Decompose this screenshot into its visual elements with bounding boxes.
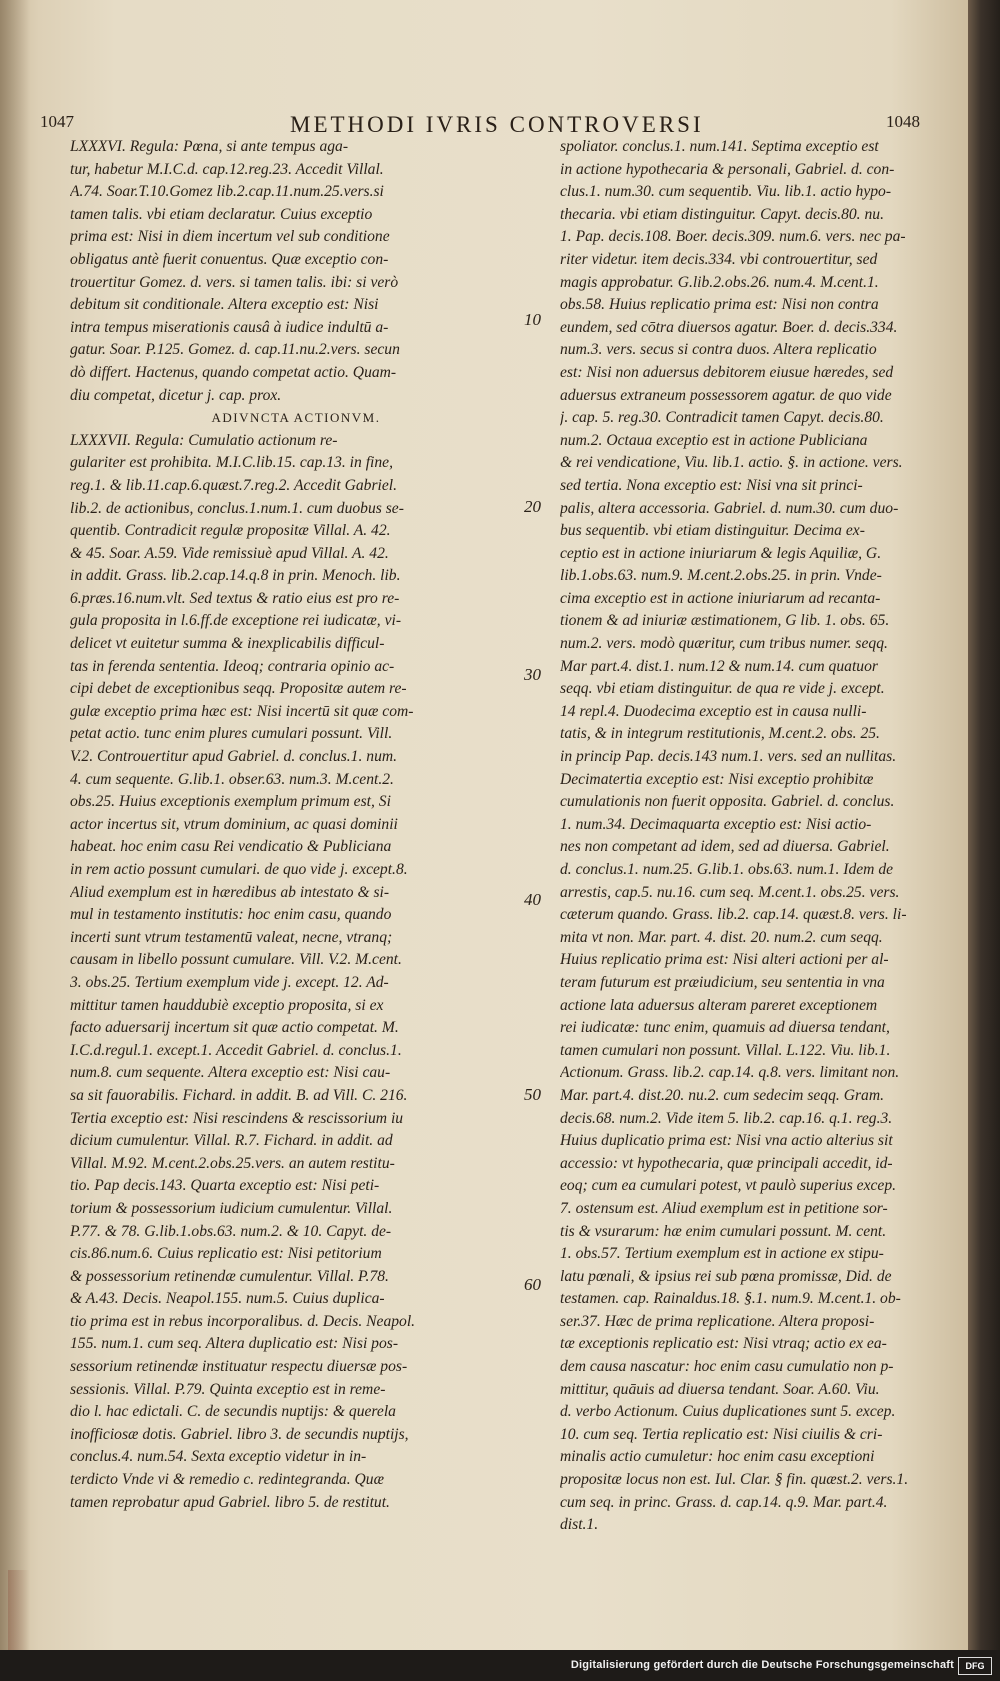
text-line: dicium cumulentur. Villal. R.7. Fichard. in addit. ad [70, 1132, 393, 1150]
text-line: & possessorium retinendæ cumulentur. Villal. P.78. [70, 1267, 389, 1285]
line-number: 40 [524, 890, 541, 909]
text-line: clus.1. num.30. cum sequentib. Viu. lib.1. actio hypo- [560, 183, 892, 201]
text-line: facto aduersarij incertum sit quæ actio competat. M. [70, 1019, 399, 1037]
text-line: tis & vsurarum: hæ enim cumulari possunt. M. cent. [560, 1222, 887, 1240]
text-line: Decimatertia exceptio est: Nisi exceptio prohibitæ [560, 770, 874, 788]
text-line: tæ exceptionis replicatio est: Nisi vtraq; actio ex ea- [560, 1335, 887, 1353]
text-line: 1. Pap. decis.108. Boer. decis.309. num.6. vers. nec pa- [560, 228, 906, 246]
text-line: spoliator. conclus.1. num.141. Septima exceptio est [560, 138, 879, 155]
text-line: LXXXVII. Regula: Cumulatio actionum re- [70, 431, 338, 449]
text-line: num.8. cum sequente. Altera exceptio est: Nisi cau- [70, 1064, 391, 1082]
text-line: diu competat, dicetur j. cap. prox. [70, 386, 282, 404]
text-line: Aliud exemplum est in hæredibus ab intestato & si- [70, 883, 390, 901]
text-line: cumulationis non fuerit opposita. Gabriel. d. conclus. [560, 793, 895, 811]
text-line: rei iudicatæ: tunc enim, quamuis ad diuersa tendant, [560, 1019, 890, 1037]
text-line: thecaria. vbi etiam distinguitur. Capyt. decis.80. nu. [560, 205, 884, 223]
text-line: mittitur, quāuis ad diuersa tendant. Soar. A.60. Viu. [560, 1380, 880, 1398]
text-line: LXXXVI. Regula: Pœna, si ante tempus aga- [70, 138, 349, 155]
text-line: tionem & ad iniuriæ æstimationem, G lib. 1. obs. 65. [560, 612, 890, 630]
text-line: j. cap. 5. reg.30. Contradicit tamen Capyt. decis.80. [560, 409, 884, 427]
text-line: 14 repl.4. Duodecima exceptio est in causa nulli- [560, 702, 867, 720]
text-line: Mar. part.4. dist.20. nu.2. cum sedecim seqq. Gram. [560, 1086, 884, 1104]
text-line: Villal. M.92. M.cent.2.obs.25.vers. an autem restitu- [70, 1154, 395, 1172]
text-line: ser.37. Hæc de prima replicatione. Altera proposi- [560, 1312, 875, 1330]
text-line: cipi debet de exceptionibus seqq. Propositæ autem re- [70, 680, 407, 698]
text-line: incerti sunt vtrum testamentū valeat, necne, vtranq; [70, 928, 393, 946]
text-line: cæterum quando. Grass. lib.2. cap.14. quæst.8. vers. li- [560, 906, 907, 924]
book-edge [968, 0, 1000, 1650]
line-number: 20 [524, 497, 541, 516]
text-line: torium & possessorium iudicium cumulentur. Villal. [70, 1199, 393, 1217]
text-line: reg.1. & lib.11.cap.6.quæst.7.reg.2. Accedit Gabriel. [70, 476, 397, 494]
text-line: dio l. hac edictali. C. de secundis nuptijs: & querela [70, 1403, 396, 1421]
running-title: METHODI IVRIS CONTROVERSI [290, 112, 704, 137]
text-line: palis, altera accessoria. Gabriel. d. num.30. cum duo- [560, 499, 899, 517]
text-line: Huius replicatio prima est: Nisi alteri actioni per al- [560, 951, 889, 969]
text-line: tur, habetur M.I.C.d. cap.12.reg.23. Accedit Villal. [70, 160, 384, 178]
text-line: & 45. Soar. A.59. Vide remissiuè apud Villal. A. 42. [70, 544, 389, 562]
page-number-right: 1048 [886, 112, 920, 131]
text-line: cum seq. in princ. Grass. d. cap.14. q.9. Mar. part.4. [560, 1493, 888, 1511]
text-line: bus sequentib. vbi etiam distinguitur. Decima ex- [560, 522, 865, 540]
text-line: 7. ostensum est. Aliud exemplum est in petitione sor- [560, 1199, 888, 1217]
text-line: obs.58. Huius replicatio prima est: Nisi non contra [560, 296, 879, 314]
text-line: cis.86.num.6. Cuius replicatio est: Nisi petitorium [70, 1245, 382, 1263]
text-line: num.3. vers. secus si contra duos. Altera replicatio [560, 341, 877, 359]
text-line: in actione hypothecaria & personali, Gabriel. d. con- [560, 160, 895, 178]
text-line: teram futurum est præiudicium, seu sententia in vna [560, 973, 885, 991]
text-line: dist.1. [560, 1516, 599, 1534]
text-line: 1. num.34. Decimaquarta exceptio est: Nisi actio- [560, 815, 872, 833]
text-line: 10. cum seq. Tertia replicatio est: Nisi ciuilis & cri- [560, 1425, 883, 1443]
text-line: gula proposita in l.6.ff.de exceptione rei iudicatæ, vi- [70, 612, 402, 630]
text-line: arrestis, cap.5. nu.16. cum seq. M.cent.1. obs.25. vers. [560, 883, 900, 901]
text-line: in rem actio possunt cumulari. de quo vide j. except.8. [70, 861, 408, 878]
text-line: tamen talis. vbi etiam declaratur. Cuius exceptio [70, 205, 373, 223]
text-line: in addit. Grass. lib.2.cap.14.q.8 in prin. Menoch. lib. [70, 567, 401, 585]
text-line: 3. obs.25. Tertium exemplum vide j. except. 12. Ad- [70, 973, 389, 991]
text-line: sed tertia. Nona exceptio est: Nisi vna sit princi- [560, 476, 863, 494]
dfg-logo: DFG [958, 1657, 992, 1675]
text-line: Mar part.4. dist.1. num.12 & num.14. cum quatuor [560, 657, 878, 675]
text-line: est: Nisi non aduersus debitorem eiusue hæredes, sed [560, 363, 894, 381]
text-line: terdicto Vnde vi & remedio c. redintegranda. Quæ [70, 1471, 384, 1489]
text-line: 1. obs.57. Tertium exemplum est in actione ex stipu- [560, 1245, 884, 1263]
text-line: testamen. cap. Rainaldus.18. §.1. num.9. M.cent.1. ob- [560, 1290, 901, 1308]
text-line: mita vt non. Mar. part. 4. dist. 20. num.2. cum seqq. [560, 928, 883, 946]
text-line: gulariter est prohibita. M.I.C.lib.15. cap.13. in fine, [70, 454, 393, 472]
text-line: tatis, & in integrum restitutionis, M.cent.2. obs. 25. [560, 725, 880, 743]
text-line: P.77. & 78. G.lib.1.obs.63. num.2. & 10. Capyt. de- [70, 1222, 392, 1240]
text-line: quentib. Contradicit regulæ propositæ Villal. A. 42. [70, 522, 391, 540]
text-line: tas in ferenda sententia. Ideoq; contraria opinio ac- [70, 657, 395, 675]
text-line: 6.præs.16.num.vlt. Sed textus & ratio eius est pro re- [70, 589, 400, 607]
text-line: habeat. hoc enim casu Rei vendicatio & Publiciana [70, 838, 392, 856]
text-line: dò differt. Hactenus, quando competat actio. Quam- [70, 363, 397, 381]
text-line: gulæ exceptio prima hæc est: Nisi incertū sit quæ com- [70, 702, 414, 720]
text-line: actor incertus sit, vtrum dominium, ac quasi dominii [70, 815, 398, 833]
text-line: prima est: Nisi in diem incertum vel sub conditione [70, 228, 390, 246]
text-line: Actionum. Grass. lib.2. cap.14. q.8. vers. limitant non. [560, 1064, 900, 1082]
text-line: mul in testamento institutis: hoc enim casu, quando [70, 906, 392, 924]
text-line: magis approbatur. G.lib.2.obs.26. num.4. M.cent.1. [560, 273, 879, 291]
text-line: cima exceptio est in actione iniuriarum ad recanta- [560, 589, 881, 607]
text-line: V.2. Controuertitur apud Gabriel. d. conclus.1. num. [70, 748, 398, 766]
text-line: tio. Pap decis.143. Quarta exceptio est: Nisi peti- [70, 1177, 380, 1195]
right-text-column [560, 136, 925, 1537]
text-line: & A.43. Decis. Neapol.155. num.5. Cuius duplica- [70, 1290, 385, 1308]
text-line: tamen cumulari non possunt. Villal. L.122. Viu. lib.1. [560, 1041, 891, 1059]
text-line: causam in libello possunt cumulare. Vill. V.2. M.cent. [70, 951, 402, 969]
text-line: seqq. vbi etiam distinguitur. de qua re vide j. except. [560, 680, 885, 698]
text-line: ADIVNCTA ACTIONVM. [211, 410, 381, 426]
text-line: num.2. vers. modò quæritur, cum tribus numer. seqq. [560, 635, 888, 653]
left-text-column [70, 136, 522, 1514]
text-line: eoq; cum ea cumulari potest, vt paulò superius excep. [560, 1177, 897, 1195]
text-line: aduersus extraneum possessorem agatur. de quo vide [560, 386, 892, 404]
text-line: sessionis. Villal. P.79. Quinta exceptio est in reme- [70, 1380, 386, 1398]
text-line: I.C.d.regul.1. except.1. Accedit Gabriel. d. conclus.1. [70, 1041, 402, 1059]
text-line: gatur. Soar. P.125. Gomez. d. cap.11.nu.2.vers. secun [70, 341, 400, 359]
text-line: 4. cum sequente. G.lib.1. obser.63. num.3. M.cent.2. [70, 770, 394, 788]
text-line: A.74. Soar.T.10.Gomez lib.2.cap.11.num.25.vers.si [70, 183, 384, 201]
line-number: 30 [524, 665, 541, 684]
line-number: 50 [524, 1085, 541, 1104]
text-line: sa sit fauorabilis. Fichard. in addit. B. ad Vill. C. 216. [70, 1086, 408, 1104]
text-line: intra tempus miserationis causâ à iudice indultū a- [70, 318, 389, 336]
text-line: propositæ locus non est. Iul. Clar. § fin. quæst.2. vers.1. [560, 1471, 909, 1489]
text-line: & rei vendicatione, Viu. lib.1. actio. §. in actione. vers. [560, 454, 903, 472]
page-number-left: 1047 [40, 112, 74, 131]
text-line: tamen reprobatur apud Gabriel. libro 5. de restitut. [70, 1493, 390, 1511]
text-line: riter videtur. item decis.334. vbi controuertitur, sed [560, 250, 878, 268]
text-line: accessio: vt hypothecaria, quæ principali accedit, id- [560, 1154, 893, 1172]
text-line: sessorium retinendæ instituatur respectu diuersæ pos- [70, 1358, 408, 1376]
text-line: nes non competant ad idem, sed ad diuersa. Gabriel. [560, 838, 890, 856]
text-line: mittitur tamen hauddubiè exceptio proposita, si ex [70, 996, 384, 1014]
binding-stain [8, 1570, 30, 1650]
text-line: minalis actio cumuletur: hoc enim casu exceptioni [560, 1448, 875, 1466]
text-line: conclus.4. num.54. Sexta exceptio videtur in in- [70, 1448, 367, 1466]
text-line: tio prima est in rebus incorporalibus. d. Decis. Neapol. [70, 1312, 416, 1330]
gutter-shadow [0, 0, 30, 1650]
line-number: 60 [524, 1275, 541, 1294]
text-line: d. verbo Actionum. Cuius duplicationes sunt 5. excep. [560, 1403, 896, 1421]
text-line: trouertitur Gomez. d. vers. si tamen talis. ibi: si verò [70, 273, 399, 291]
text-line: dem causa nascatur: hoc enim casu cumulatio non p- [560, 1358, 894, 1376]
text-line: delicet vt euitetur summa & inexplicabilis difficul- [70, 635, 385, 653]
text-line: d. conclus.1. num.25. G.lib.1. obs.63. num.1. Idem de [560, 861, 894, 878]
funding-credit: Digitalisierung gefördert durch die Deutsche Forschungsgemeinschaft [570, 1659, 954, 1671]
text-line: obligatus antè fuerit conuentus. Quæ exceptio con- [70, 250, 389, 268]
line-number: 10 [524, 310, 541, 329]
text-line: Huius duplicatio prima est: Nisi vna actio alterius sit [560, 1132, 893, 1150]
text-line: obs.25. Huius exceptionis exemplum primum est, Si [70, 793, 391, 811]
text-line: lib.2. de actionibus, conclus.1.num.1. cum duobus se- [70, 499, 404, 517]
text-line: lib.1.obs.63. num.9. M.cent.2.obs.25. in prin. Vnde- [560, 567, 882, 585]
text-line: 155. num.1. cum seq. Altera duplicatio est: Nisi pos- [70, 1335, 399, 1353]
text-line: Tertia exceptio est: Nisi rescindens & rescissorium iu [70, 1109, 404, 1127]
text-line: latu pœnali, & ipsius rei sub pœna promissæ, Did. de [560, 1267, 892, 1285]
text-line: in princip Pap. decis.143 num.1. vers. sed an nullitas. [560, 748, 897, 766]
text-line: eundem, sed cōtra diuersos agatur. Boer. d. decis.334. [560, 318, 898, 336]
text-line: ceptio est in actione iniuriarum & legis Aquiliæ, G. [560, 544, 882, 562]
text-line: decis.68. num.2. Vide item 5. lib.2. cap.16. q.1. reg.3. [560, 1109, 893, 1127]
text-line: actione lata aduersus alteram pareret exceptionem [560, 996, 878, 1014]
text-line: num.2. Octaua exceptio est in actione Publiciana [560, 431, 868, 449]
text-line: debitum sit conditionale. Altera exceptio est: Nisi [70, 296, 379, 314]
text-line: inofficiosæ dotis. Gabriel. libro 3. de secundis nuptijs, [70, 1425, 409, 1443]
text-line: petat actio. tunc enim plures cumulari possunt. Vill. [70, 725, 393, 743]
footer-bar [0, 1650, 1000, 1681]
